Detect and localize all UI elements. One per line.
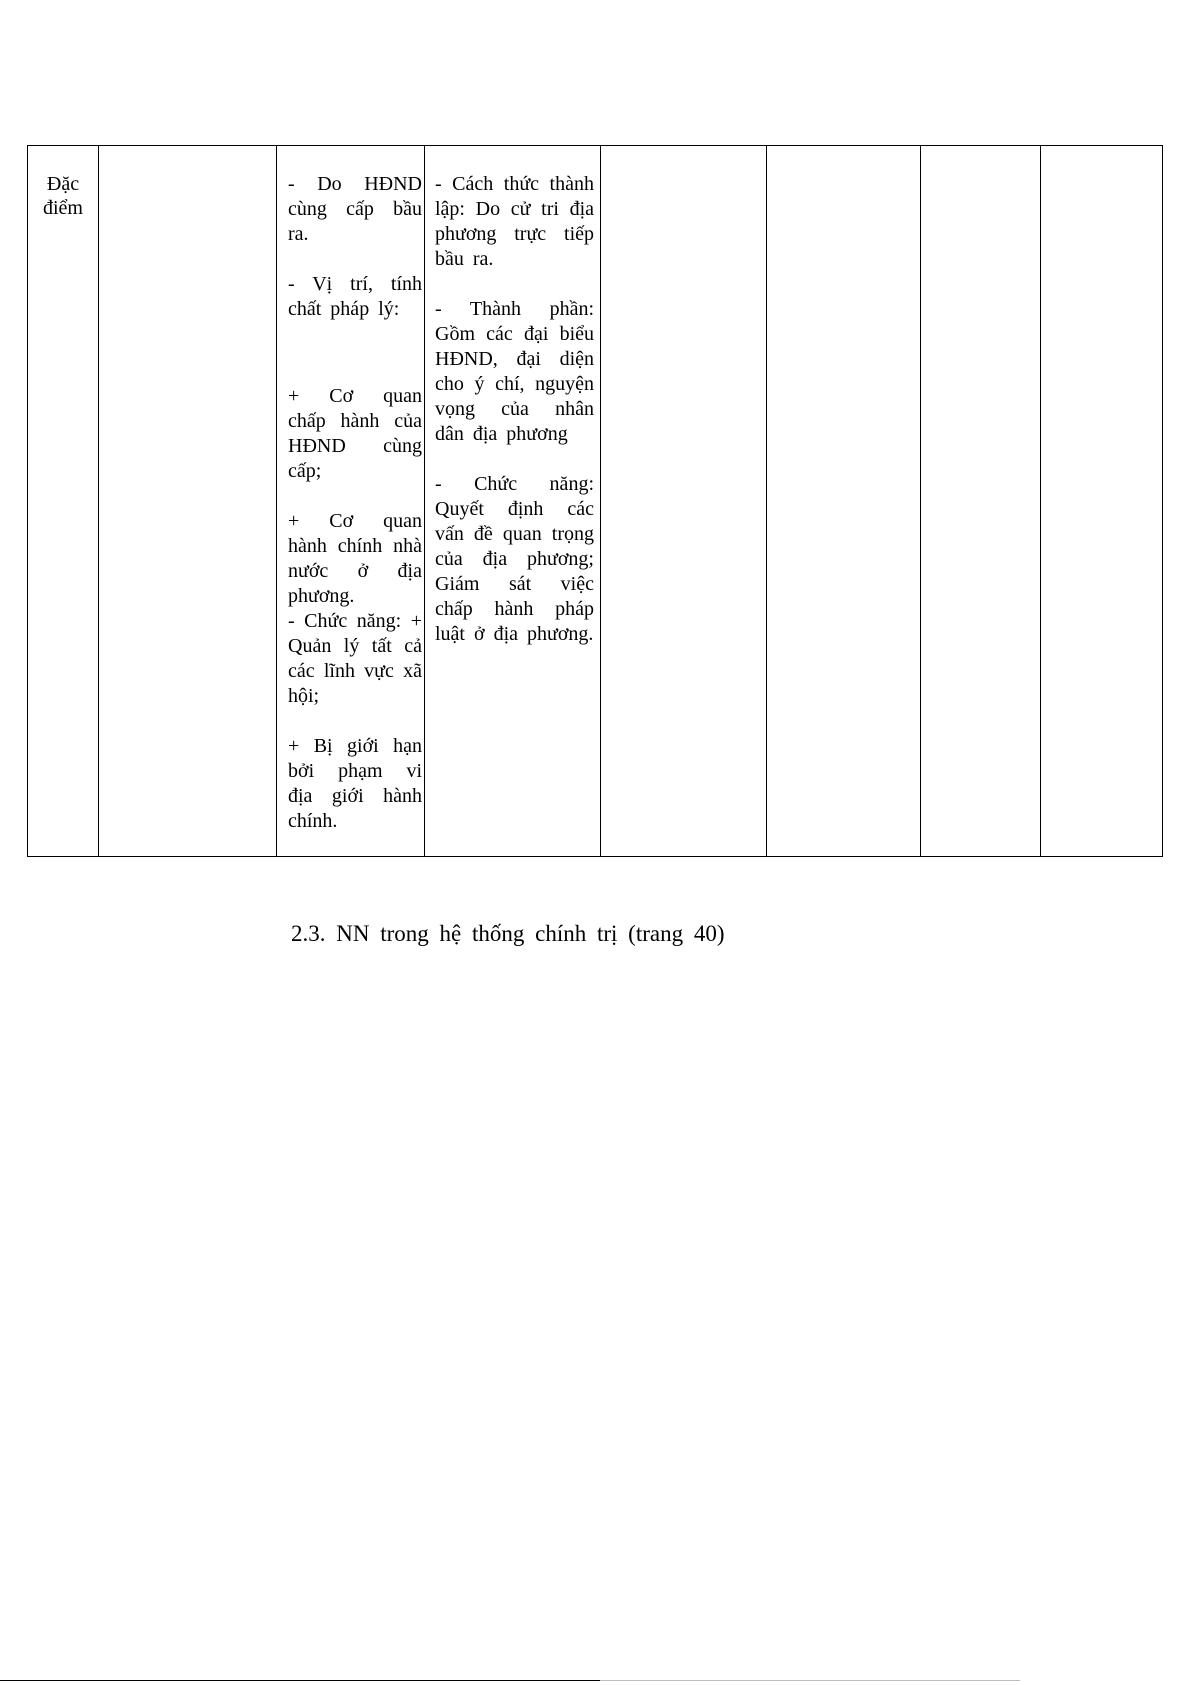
col4-paragraph-3: - Chức năng: Quyết định các vấn đề quan trọng của địa phương; Giám sát việc chấp hành pháp luật ở địa phương. — [435, 473, 594, 645]
col3-paragraph-4: + Cơ quan hành chính nhà nước ở địa phương. — [288, 510, 422, 607]
empty-cell-col6 — [767, 146, 921, 857]
ubnd-characteristics-cell — [277, 146, 425, 857]
col3-paragraph-1: - Do HĐND cùng cấp bầu ra. — [288, 173, 422, 245]
col4-paragraph-1: - Cách thức thành lập: Do cử tri địa phương trực tiếp bầu ra. — [435, 173, 594, 270]
table-row — [28, 146, 1163, 857]
footer-rule-faint — [600, 1680, 1020, 1681]
empty-cell-col8 — [1041, 146, 1163, 857]
empty-cell-col7 — [921, 146, 1041, 857]
col4-paragraph-2: - Thành phần: Gồm các đại biểu HĐND, đại diện cho ý chí, nguyện vọng của nhân dân địa phương — [435, 298, 594, 445]
col3-paragraph-6: + Bị giới hạn bởi phạm vi địa giới hành chính. — [288, 735, 422, 832]
row-label-cell — [28, 146, 99, 857]
empty-cell-col5 — [601, 146, 767, 857]
comparison-table — [27, 145, 1163, 857]
col3-paragraph-2: - Vị trí, tính chất pháp lý: — [288, 273, 422, 320]
empty-cell-col2 — [99, 146, 277, 857]
row-label-line-2: điểm — [43, 197, 83, 219]
col3-paragraph-3: + Cơ quan chấp hành của HĐND cùng cấp; — [288, 385, 422, 482]
row-label-line-1: Đặc — [46, 173, 80, 195]
footer-rule — [0, 1680, 600, 1681]
section-heading: 2.3. NN trong hệ thống chính trị (trang 40) — [291, 921, 725, 946]
hdnd-characteristics-cell — [425, 146, 601, 857]
col3-paragraph-5: - Chức năng: + Quản lý tất cả các lĩnh vực xã hội; — [288, 610, 422, 707]
